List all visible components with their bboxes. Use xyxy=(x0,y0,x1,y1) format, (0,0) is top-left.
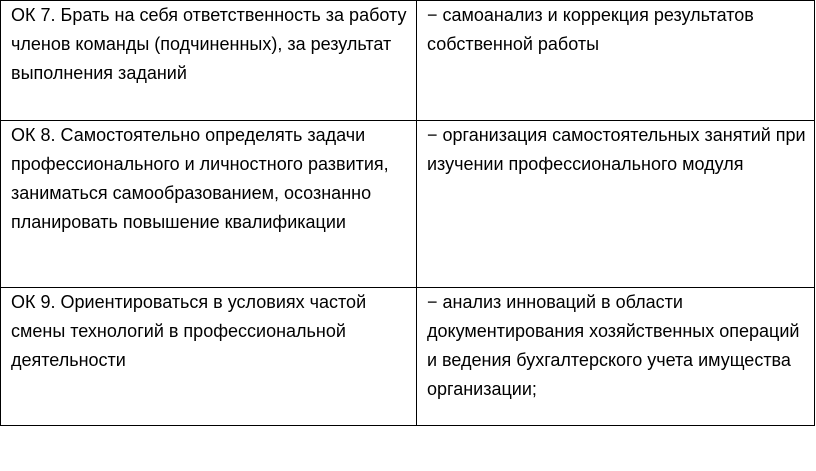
indicator-text: − организация самостоятельных занятий при изучении профессионального модуля xyxy=(427,125,806,174)
indicator-text: − самоанализ и коррекция результатов собственной работы xyxy=(427,5,754,54)
table-row xyxy=(1,1,815,121)
competency-cell xyxy=(1,121,417,288)
indicator-cell xyxy=(417,1,815,121)
competency-cell xyxy=(1,288,417,426)
indicator-cell xyxy=(417,288,815,426)
competency-text: ОК 9. Ориентироваться в условиях частой смены технологий в профессиональной деятельности xyxy=(11,292,367,370)
indicator-cell xyxy=(417,121,815,288)
competency-text: ОК 8. Самостоятельно определять задачи профессионального и личностного развития, заниматься самообразованием, осознанно планировать повышение квалификации xyxy=(11,125,389,232)
competency-text: ОК 7. Брать на себя ответственность за работу членов команды (подчиненных), за результат выполнения заданий xyxy=(11,5,407,83)
table-row xyxy=(1,288,815,426)
indicator-text: − анализ инноваций в области документирования хозяйственных операций и ведения бухгалтерского учета имущества организации; xyxy=(427,292,800,399)
competency-cell xyxy=(1,1,417,121)
table-row xyxy=(1,121,815,288)
